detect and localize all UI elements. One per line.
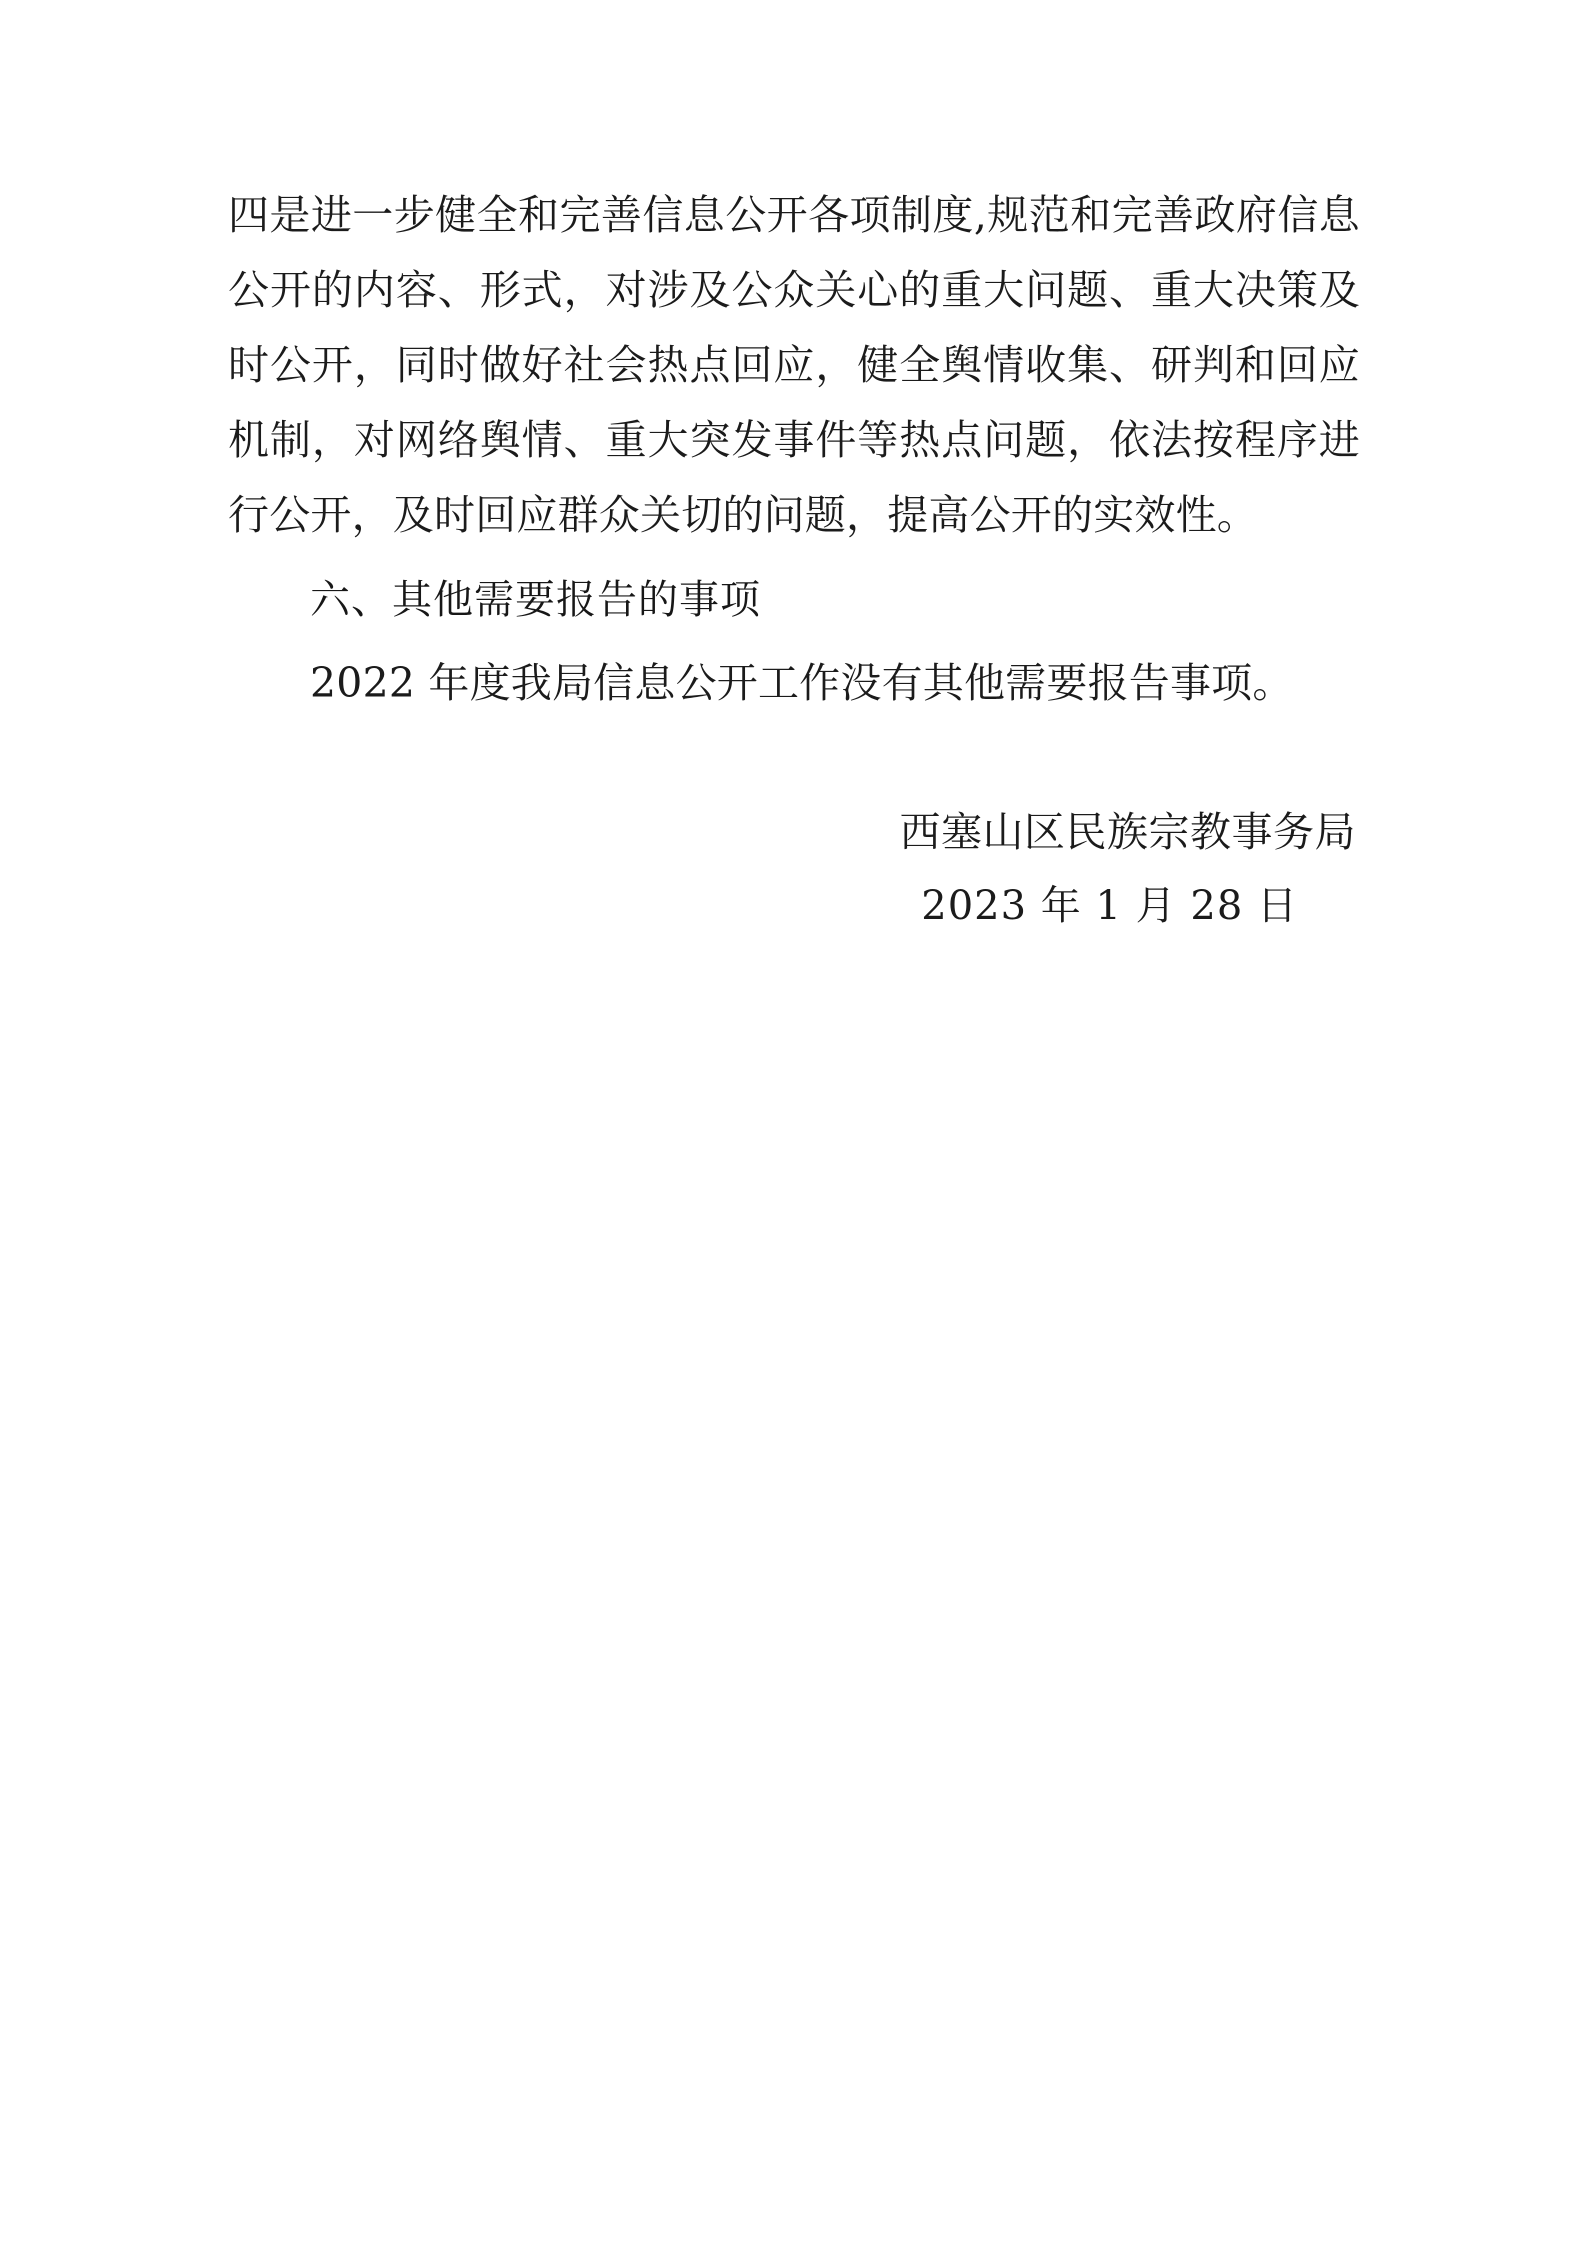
signature-block <box>228 795 1360 943</box>
signature-date: 2023 年 1 月 28 日 <box>921 883 1298 929</box>
document-body <box>228 178 1360 721</box>
signature-organization: 西塞山区民族宗教事务局 <box>899 808 1356 856</box>
paragraph-other-matters-body: 2022 年度我局信息公开工作没有其他需要报告事项。 <box>310 659 1294 707</box>
section-heading-other-matters: 六、其他需要报告的事项 <box>310 577 761 623</box>
paragraph-measure-four: 四是进一步健全和完善信息公开各项制度,规范和完善政府信息公开的内容、形式，对涉及公众关心的重大问题、重大决策及时公开，同时做好社会热点回应，健全舆情收集、研判和回应机制，对网络舆情、重大突发事件等热点问题，依法按程序进行公开，及时回应群众关切的问题，提高公开的实效性。 <box>228 191 1360 539</box>
